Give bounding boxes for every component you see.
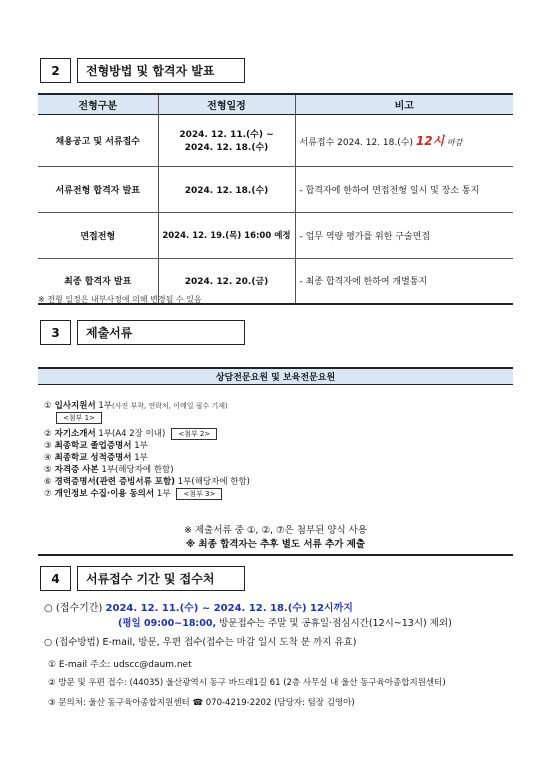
section-title: 전형방법 및 합격자 발표: [77, 58, 245, 83]
item-detail: 1부(A4 2장 이내): [98, 429, 166, 439]
date-cell: [158, 114, 295, 166]
docs-notes: [38, 524, 513, 556]
email-line: ① E-mail 주소: udscc@daum.net: [48, 660, 192, 670]
section-number: 2: [40, 58, 71, 83]
attachment-tag: <첨부 3>: [176, 488, 222, 500]
receipt-period: [44, 599, 353, 614]
item-name: 경력증명서(관련 증빙서류 포함): [54, 477, 176, 487]
item-number: ⑦: [44, 489, 52, 499]
receipt-period-sub: [118, 615, 452, 629]
receipt-method: ○ (접수방법) E-mail, 방문, 우편 접수(접수는 마감 일시 도착 분 까지 유효): [44, 637, 357, 648]
item-name: 입사지원서: [54, 401, 96, 411]
note-text: 서류접수 2024. 12. 18.(수): [299, 137, 413, 148]
list-item: [44, 452, 250, 464]
item-detail: 1부: [156, 489, 171, 499]
list-item: [44, 476, 250, 488]
table-row: [38, 166, 513, 212]
date-cell: 2024. 12. 20.(금): [158, 258, 295, 304]
section-3-header: [40, 320, 245, 345]
item-number: ①: [44, 401, 52, 411]
item-name: 최종학교 졸업증명서: [54, 441, 132, 451]
item-detail: 1부(해당자에 한함): [177, 477, 250, 487]
item-number: ⑥: [44, 477, 52, 487]
stage-cell: 채용공고 및 서류접수: [38, 114, 158, 166]
list-item: [44, 428, 250, 440]
section-number: 4: [40, 566, 71, 591]
section-number: 3: [40, 320, 71, 345]
table-row: [38, 212, 513, 258]
item-name: 자기소개서: [54, 429, 96, 439]
date-cell: 2024. 12. 18.(수): [158, 166, 295, 212]
attachment-tag: <첨부 2>: [171, 428, 217, 440]
item-number: ⑤: [44, 465, 52, 475]
item-note: (사진 부착, 연락처, 이메일 필수 기재): [112, 402, 228, 410]
address-line: ② 방문 및 우편 접수: (44035) 울산광역시 동구 바드래1길 61 (2층 사무실 내 울산 동구육아종합지원센터): [48, 678, 446, 688]
contact-line: ③ 문의처: 울산 동구육아종합지원센터 ☎ 070-4219-2202 (담당자: 팀장 김영아): [48, 698, 355, 708]
schedule-table: [38, 93, 513, 305]
note-template: ※ 제출서류 중 ①, ②, ⑦은 첨부된 양식 사용: [183, 525, 367, 536]
table-row: [38, 114, 513, 166]
docs-list: [44, 400, 250, 500]
item-detail: 1부: [134, 453, 148, 463]
list-item: [44, 440, 250, 452]
attachment-row: [50, 412, 250, 424]
period-label: ○ (접수기간): [44, 603, 103, 614]
list-item: [44, 400, 250, 412]
section-2-header: [40, 58, 245, 83]
stage-cell: 면접전형: [38, 212, 158, 258]
period-hours: (평일 09:00~18:00,: [118, 618, 217, 629]
list-item: [44, 464, 250, 476]
note-cell: - 최종 합격자에 한하여 개별통지: [295, 258, 513, 304]
note-cell: [295, 114, 513, 166]
section-title: 제출서류: [77, 320, 245, 345]
col-header: 전형일정: [158, 94, 295, 114]
date-cell: 2024. 12. 19.(목) 16:00 예정: [158, 212, 295, 258]
item-name: 개인정보 수집·이용 동의서: [54, 489, 155, 499]
item-name: 최종학교 성적증명서: [54, 453, 132, 463]
schedule-footnote: ※ 전형 일정은 내부사정에 의해 변경될 수 있음: [38, 295, 202, 304]
stage-cell: 서류전형 합격자 발표: [38, 166, 158, 212]
period-value: 2024. 12. 11.(수) ~ 2024. 12. 18.(수) 12시까지: [105, 603, 353, 614]
item-number: ③: [44, 441, 52, 451]
note-additional: ※ 최종 합격자는 추후 별도 서류 추가 제출: [185, 539, 366, 550]
item-detail: 1부(해당자에 한함): [101, 465, 174, 475]
date-line: 2024. 12. 18.(수): [184, 143, 269, 153]
item-detail: 1부: [98, 401, 113, 411]
docs-header: 상담전문요원 및 보육전문요원: [38, 367, 513, 385]
col-header: 비고: [295, 94, 513, 114]
col-header: 전형구분: [38, 94, 158, 114]
date-line: 2024. 12. 11.(수) ~: [179, 130, 274, 140]
stage-cell: 최종 합격자 발표: [38, 258, 158, 304]
item-number: ④: [44, 453, 52, 463]
list-item: [44, 488, 250, 500]
item-name: 자격증 사본: [54, 465, 99, 475]
item-number: ②: [44, 429, 52, 439]
note-cell: - 업무 역량 평가를 위한 구술면접: [295, 212, 513, 258]
section-title: 서류접수 기간 및 접수처: [77, 566, 245, 591]
period-exclusion: 방문접수는 주말 및 공휴일·점심시간(12시~13시) 제외): [219, 618, 452, 629]
attachment-tag: <첨부 1>: [56, 412, 102, 424]
note-tail: 마감: [447, 137, 463, 147]
item-detail: 1부: [134, 441, 148, 451]
note-highlight: 12시: [415, 133, 445, 148]
section-4-header: [40, 566, 245, 591]
note-cell: - 합격자에 한하여 면접전형 일시 및 장소 통지: [295, 166, 513, 212]
